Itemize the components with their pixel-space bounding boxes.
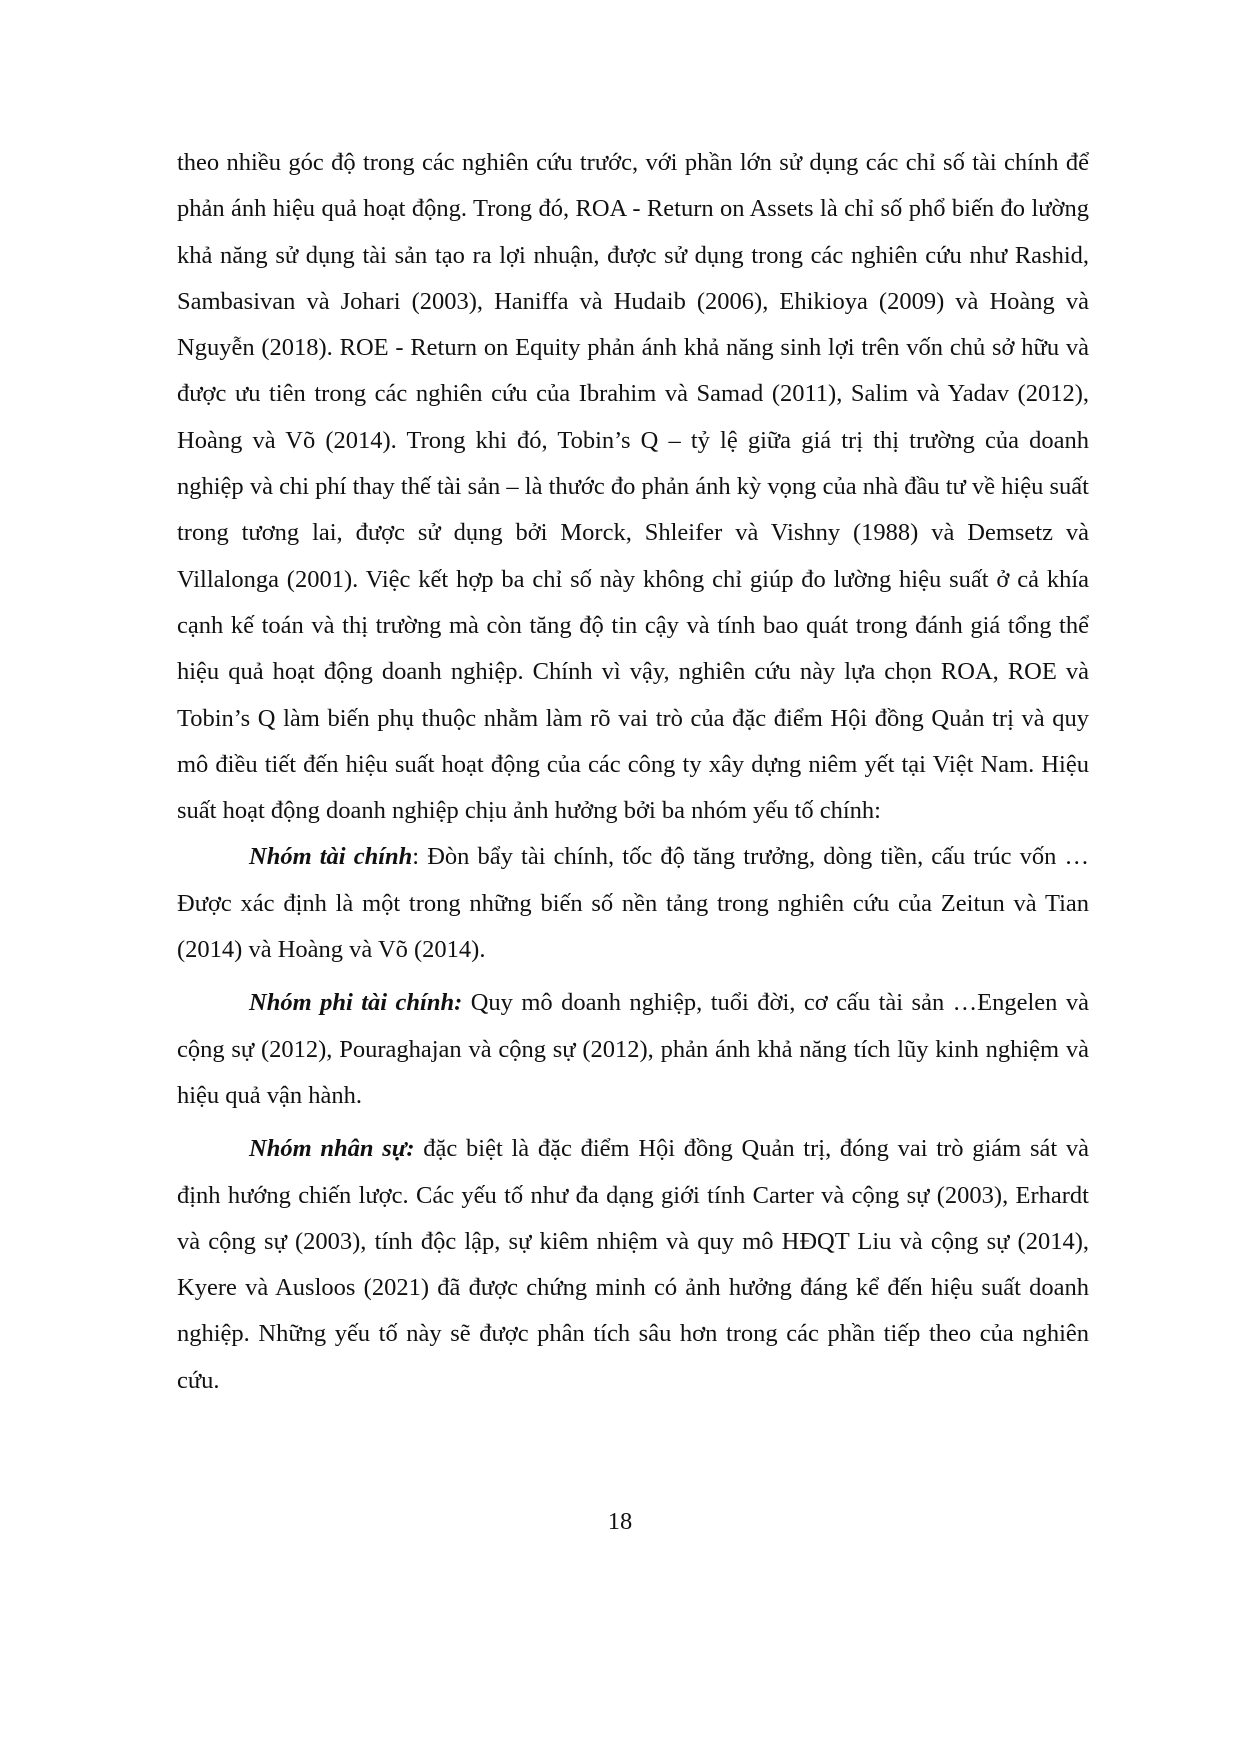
paragraph-non-financial-group (177, 980, 1089, 1119)
paragraph-lead-non-financial: Nhóm phi tài chính: (249, 989, 463, 1017)
paragraph-personnel-group (177, 1126, 1089, 1404)
page-number: 18 (607, 1508, 633, 1535)
paragraph-performance-measures (177, 140, 1089, 834)
body-text (177, 140, 1089, 1404)
paragraph-text: Quy mô doanh nghiệp, tuổi đời, cơ cấu tài sản …Engelen và cộng sự (2012), Pouraghajan và cộng sự (2012), phản ánh khả năng tích lũy kinh nghiệm và hiệu quả vận hành. (177, 989, 1089, 1109)
paragraph-lead-financial: Nhóm tài chính (249, 843, 413, 871)
paragraph-lead-personnel: Nhóm nhân sự: (249, 1135, 415, 1163)
paragraph-text: đặc biệt là đặc điểm Hội đồng Quản trị, đóng vai trò giám sát và định hướng chiến lược. Các yếu tố như đa dạng giới tính Carter và cộng sự (2003), Erhardt và cộng sự (2003), tính độc lập, sự kiêm nhiệm và quy mô HĐQT Liu và cộng sự (2014), Kyere và Ausloos (2021) đã được chứng minh có ảnh hưởng đáng kể đến hiệu suất doanh nghiệp. Những yếu tố này sẽ được phân tích sâu hơn trong các phần tiếp theo của nghiên cứu. (177, 1135, 1090, 1394)
paragraph-financial-group (177, 834, 1089, 973)
paragraph-text: : Đòn bẩy tài chính, tốc độ tăng trưởng, dòng tiền, cấu trúc vốn … Được xác định là một trong những biến số nền tảng trong nghiên cứu của Zeitun và Tian (2014) và Hoàng và Võ (2014). (177, 843, 1089, 964)
paragraph-text: theo nhiều góc độ trong các nghiên cứu trước, với phần lớn sử dụng các chỉ số tài chính để phản ánh hiệu quả hoạt động. Trong đó, ROA - Return on Assets là chỉ số phổ biến đo lường khả năng sử dụng tài sản tạo ra lợi nhuận, được sử dụng trong các nghiên cứu như Rashid, Sambasivan và Johari (2003), Haniffa và Hudaib (2006), Ehikioya (2009) và Hoàng và Nguyễn (2018). ROE - Return on Equity phản ánh khả năng sinh lợi trên vốn chủ sở hữu và được ưu tiên trong các nghiên cứu của Ibrahim và Samad (2011), Salim và Yadav (2012), Hoàng và Võ (2014). Trong khi đó, Tobin’s Q – tỷ lệ giữa giá trị thị trường của doanh nghiệp và chi phí thay thế tài sản – là thước đo phản ánh kỳ vọng của nhà đầu tư về hiệu suất trong tương lai, được sử dụng bởi Morck, Shleifer và Vishny (1988) và Demsetz và Villalonga (2001). Việc kết hợp ba chỉ số này không chỉ giúp đo lường hiệu suất ở cả khía cạnh kế toán và thị trường mà còn tăng độ tin cậy và tính bao quát trong đánh giá tổng thể hiệu quả hoạt động doanh nghiệp. Chính vì vậy, nghiên cứu này lựa chọn ROA, ROE và Tobin’s Q làm biến phụ thuộc nhằm làm rõ vai trò của đặc điểm Hội đồng Quản trị và quy mô điều tiết đến hiệu suất hoạt động của các công ty xây dựng niêm yết tại Việt Nam. Hiệu suất hoạt động doanh nghiệp chịu ảnh hưởng bởi ba nhóm yếu tố chính: (177, 149, 1089, 825)
